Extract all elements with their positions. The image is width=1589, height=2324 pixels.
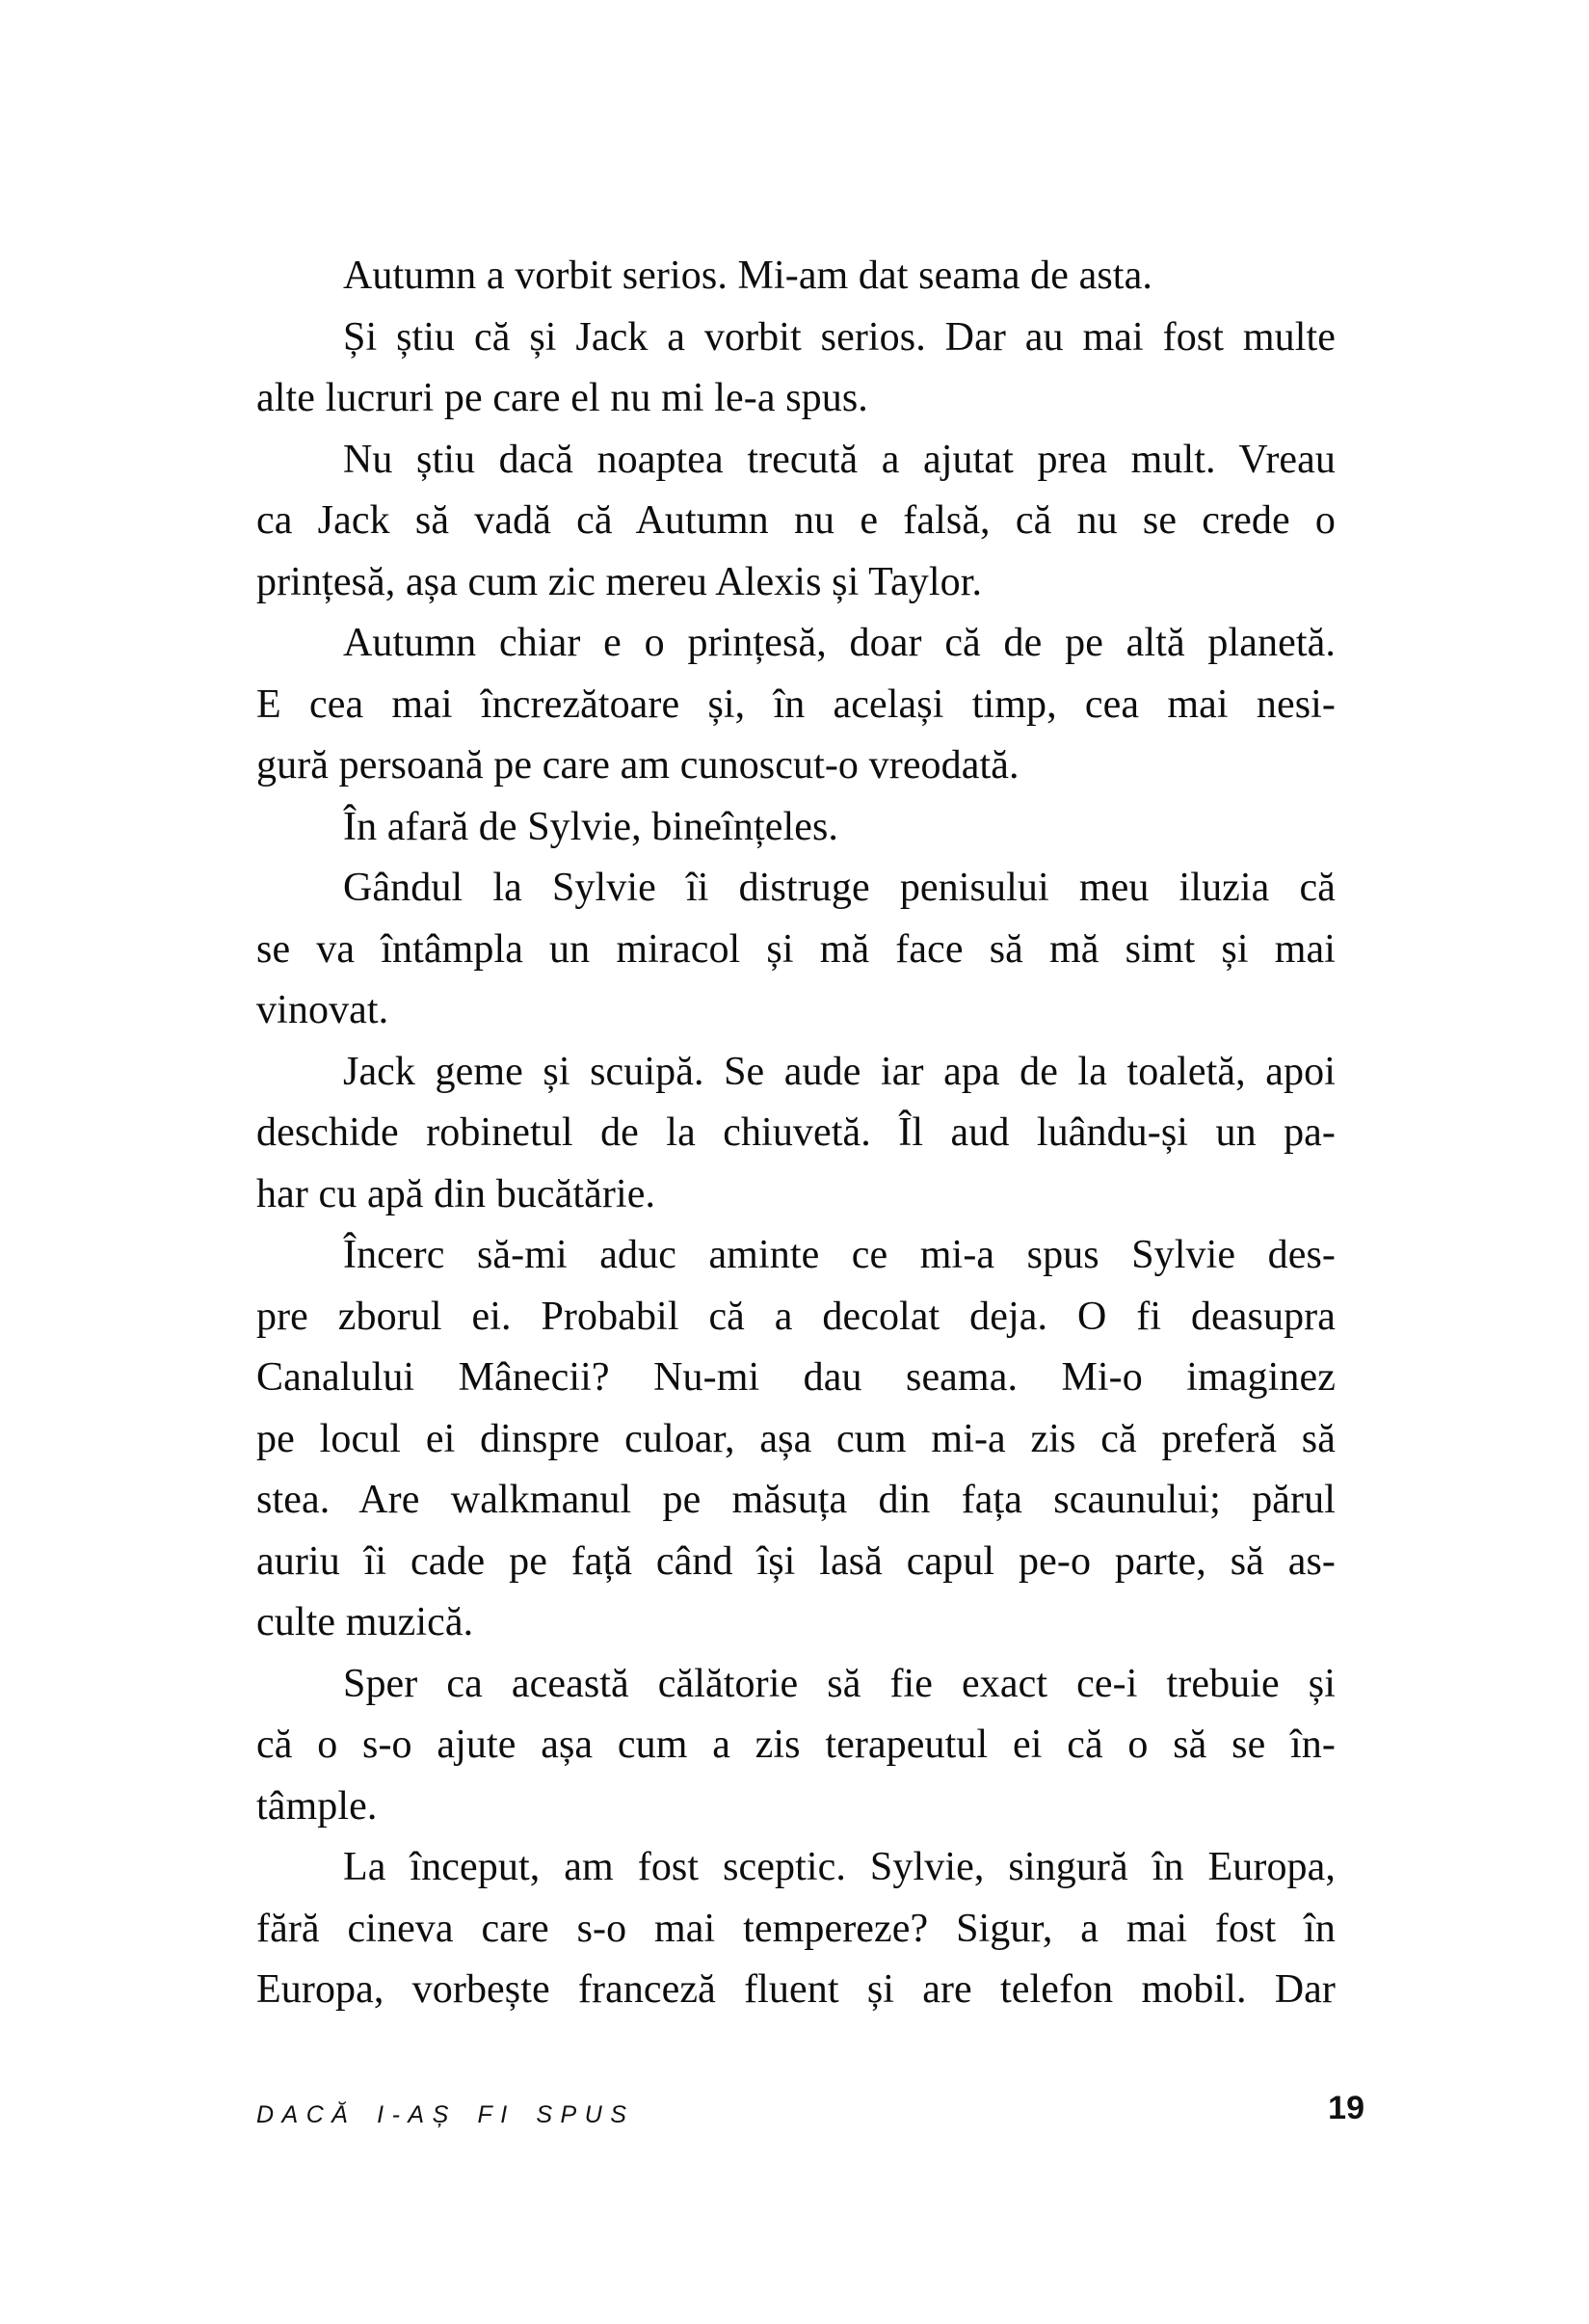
- text-line: Europa, vorbește franceză fluent și are telefon mobil. Dar: [256, 1967, 1336, 2012]
- text-line: Canalului Mânecii? Nu-mi dau seama. Mi-o imaginez: [256, 1355, 1336, 1400]
- text-line: tâmple.: [256, 1783, 378, 1829]
- text-line: auriu îi cade pe față când își lasă capul pe-o parte, să as-: [256, 1538, 1336, 1584]
- text-line: culte muzică.: [256, 1600, 474, 1644]
- text-line: pe locul ei dinspre culoar, așa cum mi-a zis că preferă să: [256, 1416, 1336, 1461]
- text-line: Încerc să-mi aduc aminte ce mi-a spus Sylvie des-: [343, 1233, 1336, 1277]
- text-line: alte lucruri pe care el nu mi le-a spus.: [256, 376, 868, 420]
- text-line: Autumn a vorbit serios. Mi-am dat seama de asta.: [343, 254, 1152, 298]
- page-body-text: [256, 246, 1336, 2021]
- text-line: stea. Are walkmanul pe măsuța din fața scaunului; părul: [256, 1478, 1336, 1522]
- text-line: În afară de Sylvie, bineînțeles.: [343, 804, 839, 849]
- text-line: har cu apă din bucătărie.: [256, 1171, 656, 1216]
- running-title: DACĂ I-AȘ FI SPUS: [256, 2101, 635, 2128]
- text-line: se va întâmpla un miracol și mă face să mă simt și mai: [256, 926, 1336, 972]
- text-line: ca Jack să vadă că Autumn nu e falsă, că nu se crede o: [256, 498, 1336, 543]
- text-line: pre zborul ei. Probabil că a decolat deja. O fi deasupra: [256, 1294, 1336, 1339]
- text-line: E cea mai încrezătoare și, în același timp, cea mai nesi-: [256, 681, 1336, 727]
- text-line: Sper ca această călătorie să fie exact ce-i trebuie și: [343, 1661, 1336, 1706]
- page-footer: [256, 2090, 1364, 2148]
- text-line: Autumn chiar e o prințesă, doar că de pe altă planetă.: [343, 621, 1336, 665]
- text-line: fără cineva care s-o mai tempereze? Sigur, a mai fost în: [256, 1906, 1336, 1951]
- text-line: prințesă, așa cum zic mereu Alexis și Taylor.: [256, 559, 983, 604]
- text-line: La început, am fost sceptic. Sylvie, singură în Europa,: [343, 1845, 1336, 1889]
- text-line: Jack geme și scuipă. Se aude iar apa de la toaletă, apoi: [343, 1049, 1336, 1094]
- text-line: gură persoană pe care am cunoscut-o vreodată.: [256, 743, 1020, 788]
- text-line: că o s-o ajute așa cum a zis terapeutul ei că o să se în-: [256, 1723, 1336, 1767]
- text-line: Nu știu dacă noaptea trecută a ajutat prea mult. Vreau: [343, 437, 1336, 482]
- text-line: deschide robinetul de la chiuvetă. Îl aud luându-și un pa-: [256, 1110, 1336, 1155]
- page-number: 19: [1328, 2090, 1364, 2126]
- text-line: vinovat.: [256, 988, 389, 1032]
- text-line: Gândul la Sylvie îi distruge penisului meu iluzia că: [343, 866, 1336, 910]
- text-line: Și știu că și Jack a vorbit serios. Dar au mai fost multe: [343, 314, 1336, 360]
